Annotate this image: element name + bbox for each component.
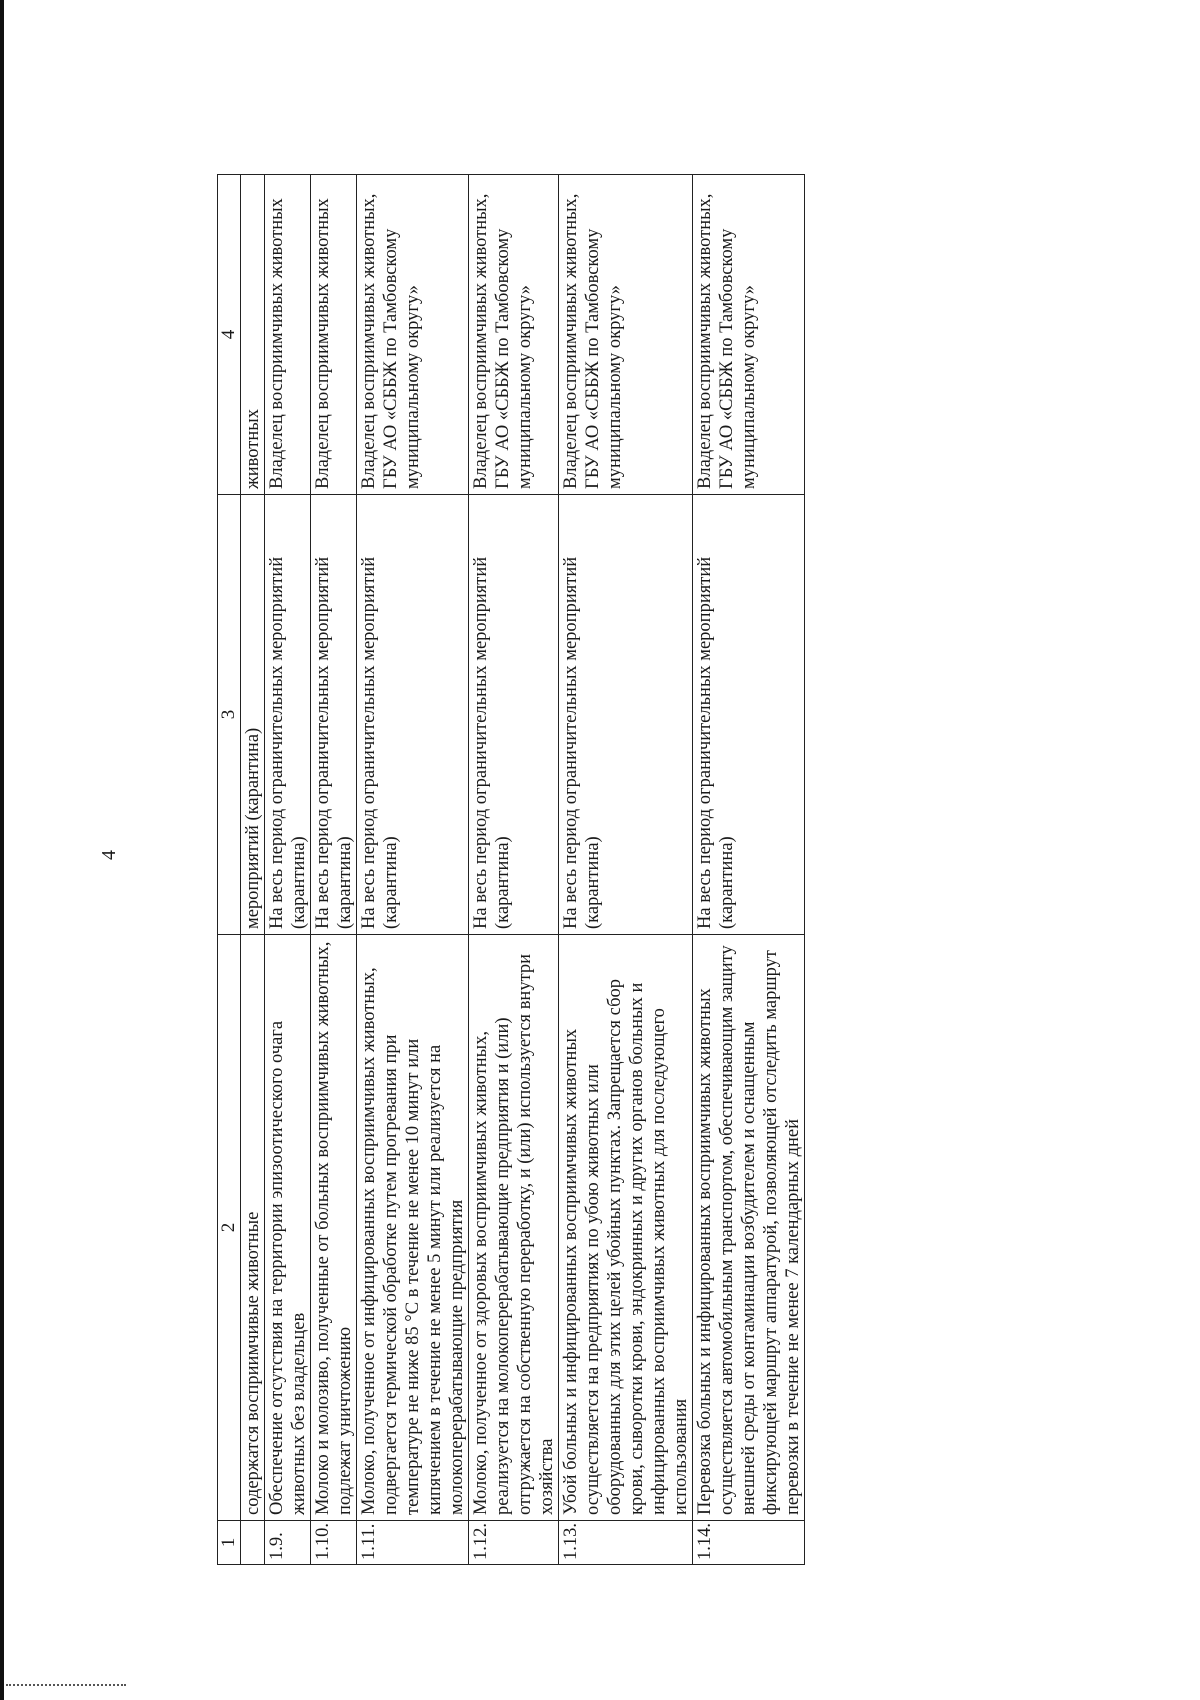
rotated-table-container xyxy=(217,175,1037,1565)
period-cell: На весь период ограничительных мероприятий (карантина) xyxy=(357,495,469,935)
row-number: 1.10. xyxy=(311,1521,357,1565)
measure-cell: Молоко и молозиво, полученные от больных восприимчивых животных, подлежат уничтожению xyxy=(311,935,357,1521)
measure-cell: Убой больных и инфицированных восприимчивых животных осуществляется на предприятиях по убою животных или оборудованных для этих целей убойных пунктах. Запрещается сбор крови, сыворотки крови, эндокринных и других органов больных и инфицированных восприимчивых животных для последующего использования xyxy=(559,935,693,1521)
header-col-1: 1 xyxy=(218,1521,241,1565)
period-cell: На весь период ограничительных мероприятий (карантина) xyxy=(559,495,693,935)
responsible-cell: животных xyxy=(241,175,265,495)
row-number: 1.14. xyxy=(693,1521,805,1565)
responsible-cell: Владелец восприимчивых животных, ГБУ АО «СББЖ по Тамбовскому муниципальному округу» xyxy=(469,175,559,495)
table-header-row xyxy=(218,175,241,1565)
header-col-2: 2 xyxy=(218,935,241,1521)
responsible-cell: Владелец восприимчивых животных, ГБУ АО «СББЖ по Тамбовскому муниципальному округу» xyxy=(357,175,469,495)
responsible-cell: Владелец восприимчивых животных, ГБУ АО «СББЖ по Тамбовскому муниципальному округу» xyxy=(559,175,693,495)
period-cell: мероприятий (карантина) xyxy=(241,495,265,935)
period-cell: На весь период ограничительных мероприятий (карантина) xyxy=(265,495,311,935)
table-row xyxy=(265,175,311,1565)
row-number: 1.9. xyxy=(265,1521,311,1565)
responsible-cell: Владелец восприимчивых животных xyxy=(311,175,357,495)
row-number: 1.13. xyxy=(559,1521,693,1565)
table-row xyxy=(241,175,265,1565)
page-number: 4 xyxy=(98,850,120,860)
header-col-4: 4 xyxy=(218,175,241,495)
row-number xyxy=(241,1521,265,1565)
scan-artifact xyxy=(6,1684,126,1690)
scan-border xyxy=(0,0,4,1700)
table-row xyxy=(693,175,805,1565)
responsible-cell: Владелец восприимчивых животных xyxy=(265,175,311,495)
period-cell: На весь период ограничительных мероприятий (карантина) xyxy=(311,495,357,935)
period-cell: На весь период ограничительных мероприятий (карантина) xyxy=(693,495,805,935)
row-number: 1.11. xyxy=(357,1521,469,1565)
responsible-cell: Владелец восприимчивых животных, ГБУ АО «СББЖ по Тамбовскому муниципальному округу» xyxy=(693,175,805,495)
table-row xyxy=(311,175,357,1565)
measures-table xyxy=(217,174,805,1565)
measure-cell: Молоко, полученное от инфицированных восприимчивых животных, подвергается термической обработке путем прогревания при температуре не ниже 85 °С в течение не менее 10 минут или кипячением в течение не менее 5 минут или реализуется на молокоперерабатывающие предприятия xyxy=(357,935,469,1521)
table-row xyxy=(469,175,559,1565)
table-row xyxy=(357,175,469,1565)
header-col-3: 3 xyxy=(218,495,241,935)
table-row xyxy=(559,175,693,1565)
measure-cell: Обеспечение отсутствия на территории эпизоотического очага животных без владельцев xyxy=(265,935,311,1521)
measure-cell: Перевозка больных и инфицированных восприимчивых животных осуществляется автомобильным транспортом, обеспечивающим защиту внешней среды от контаминации возбудителем и оснащенным фиксирующей маршрут аппаратурой, позволяющей отследить маршрут перевозки в течение не менее 7 календарных дней xyxy=(693,935,805,1521)
period-cell: На весь период ограничительных мероприятий (карантина) xyxy=(469,495,559,935)
row-number: 1.12. xyxy=(469,1521,559,1565)
measure-cell: Молоко, полученное от здоровых восприимчивых животных, реализуется на молокоперерабатывающие предприятия и (или) отгружается на собственную переработку, и (или) используется внутри хозяйства xyxy=(469,935,559,1521)
measure-cell: содержатся восприимчивые животные xyxy=(241,935,265,1521)
